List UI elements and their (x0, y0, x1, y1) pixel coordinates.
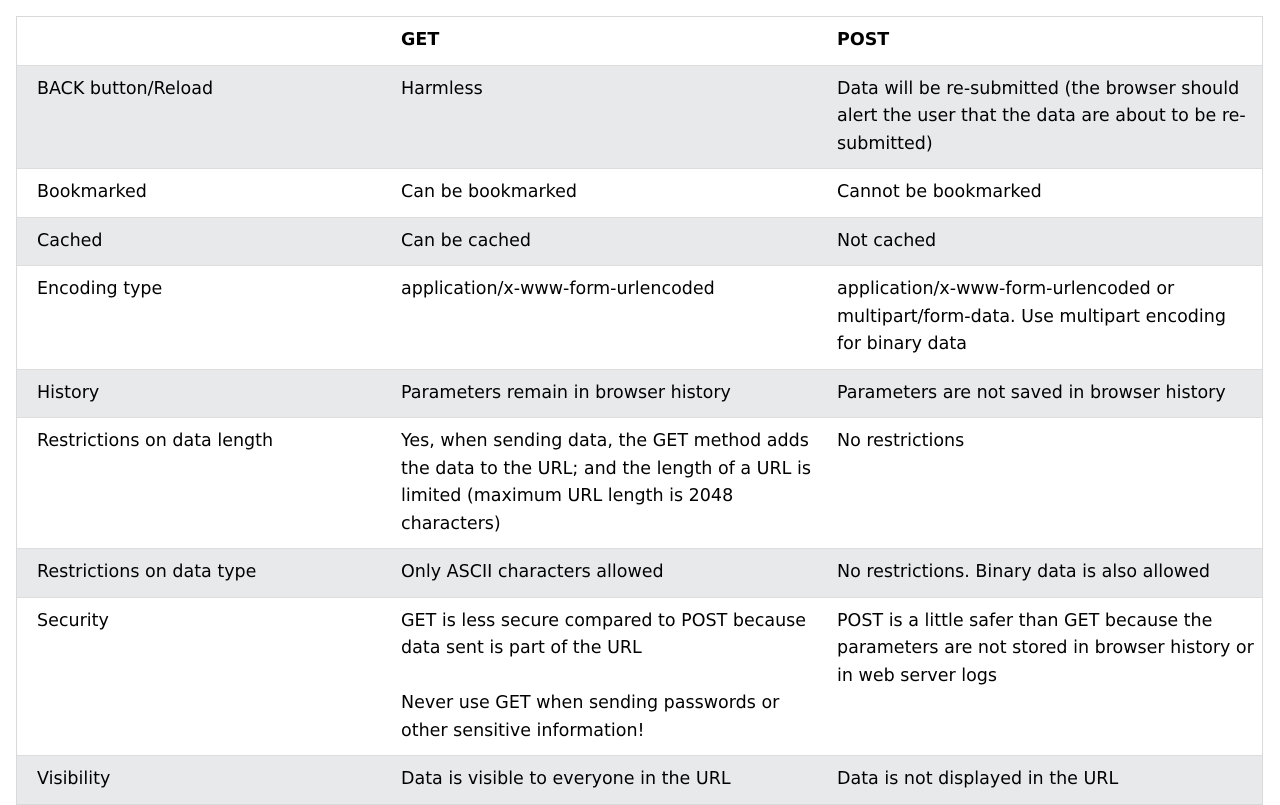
cell-text: Harmless (401, 78, 483, 99)
cell-text: Data is visible to everyone in the URL (401, 769, 731, 789)
get-cell (381, 418, 817, 548)
cell-text: No restrictions (837, 431, 965, 451)
cell-text: Not cached (837, 230, 937, 251)
cell-text: GET is less secure compared to POST because data sent is part of the URL (401, 610, 807, 658)
post-cell (817, 756, 1262, 804)
post-cell (817, 549, 1262, 597)
cell-text: application/x-www-form-urlencoded or multipart/form-data. Use multipart encoding for binary data (837, 279, 1226, 354)
row-label: Bookmarked (37, 182, 147, 202)
table-row (17, 548, 1262, 597)
table-row (17, 417, 1262, 548)
row-label: Visibility (37, 769, 111, 789)
table-row (17, 597, 1262, 756)
table-header-row (17, 17, 1262, 65)
cell-text: Parameters remain in browser history (401, 382, 731, 403)
header-cell-post: POST (837, 30, 890, 50)
row-label: Restrictions on data length (37, 431, 274, 451)
cell-text: Only ASCII characters allowed (401, 562, 664, 582)
post-cell (817, 266, 1262, 369)
post-cell (817, 418, 1262, 548)
cell-text: Parameters are not saved in browser history (837, 382, 1226, 403)
comparison-table (16, 16, 1263, 805)
table-row (17, 217, 1262, 266)
get-cell (381, 549, 817, 597)
get-cell (381, 598, 817, 756)
cell-text: Cannot be bookmarked (837, 182, 1042, 202)
row-label: Cached (37, 230, 103, 251)
cell-text: No restrictions. Binary data is also allowed (837, 562, 1210, 582)
post-cell (817, 169, 1262, 217)
row-label: Restrictions on data type (37, 562, 257, 582)
header-cell-empty (17, 17, 381, 65)
post-cell (817, 66, 1262, 169)
get-cell (381, 370, 817, 418)
row-label: Encoding type (37, 279, 163, 299)
cell-text: Yes, when sending data, the GET method adds the data to the URL; and the length of a URL is limited (maximum URL length is 2048 characters) (401, 431, 811, 534)
get-cell (381, 218, 817, 266)
cell-text: Never use GET when sending passwords or other sensitive information! (401, 693, 780, 741)
cell-text: Data will be re-submitted (the browser should alert the user that the data are about to be re-submitted) (837, 78, 1246, 154)
cell-text: Can be bookmarked (401, 182, 578, 202)
get-cell (381, 266, 817, 369)
table-row (17, 265, 1262, 369)
table-row (17, 369, 1262, 418)
cell-text: POST is a little safer than GET because the parameters are not stored in browser history or in web server logs (837, 610, 1254, 686)
row-label: BACK button/Reload (37, 78, 214, 99)
get-cell (381, 66, 817, 169)
get-cell (381, 169, 817, 217)
get-cell (381, 756, 817, 804)
post-cell (817, 218, 1262, 266)
header-cell-get: GET (401, 30, 440, 50)
row-label: Security (37, 610, 109, 631)
cell-text: application/x-www-form-urlencoded (401, 279, 715, 299)
table-row (17, 168, 1262, 217)
row-label: History (37, 382, 100, 403)
post-cell (817, 370, 1262, 418)
cell-text: Can be cached (401, 230, 531, 251)
cell-text: Data is not displayed in the URL (837, 769, 1119, 789)
post-cell (817, 598, 1262, 756)
table-row (17, 65, 1262, 169)
table-row (17, 755, 1262, 804)
